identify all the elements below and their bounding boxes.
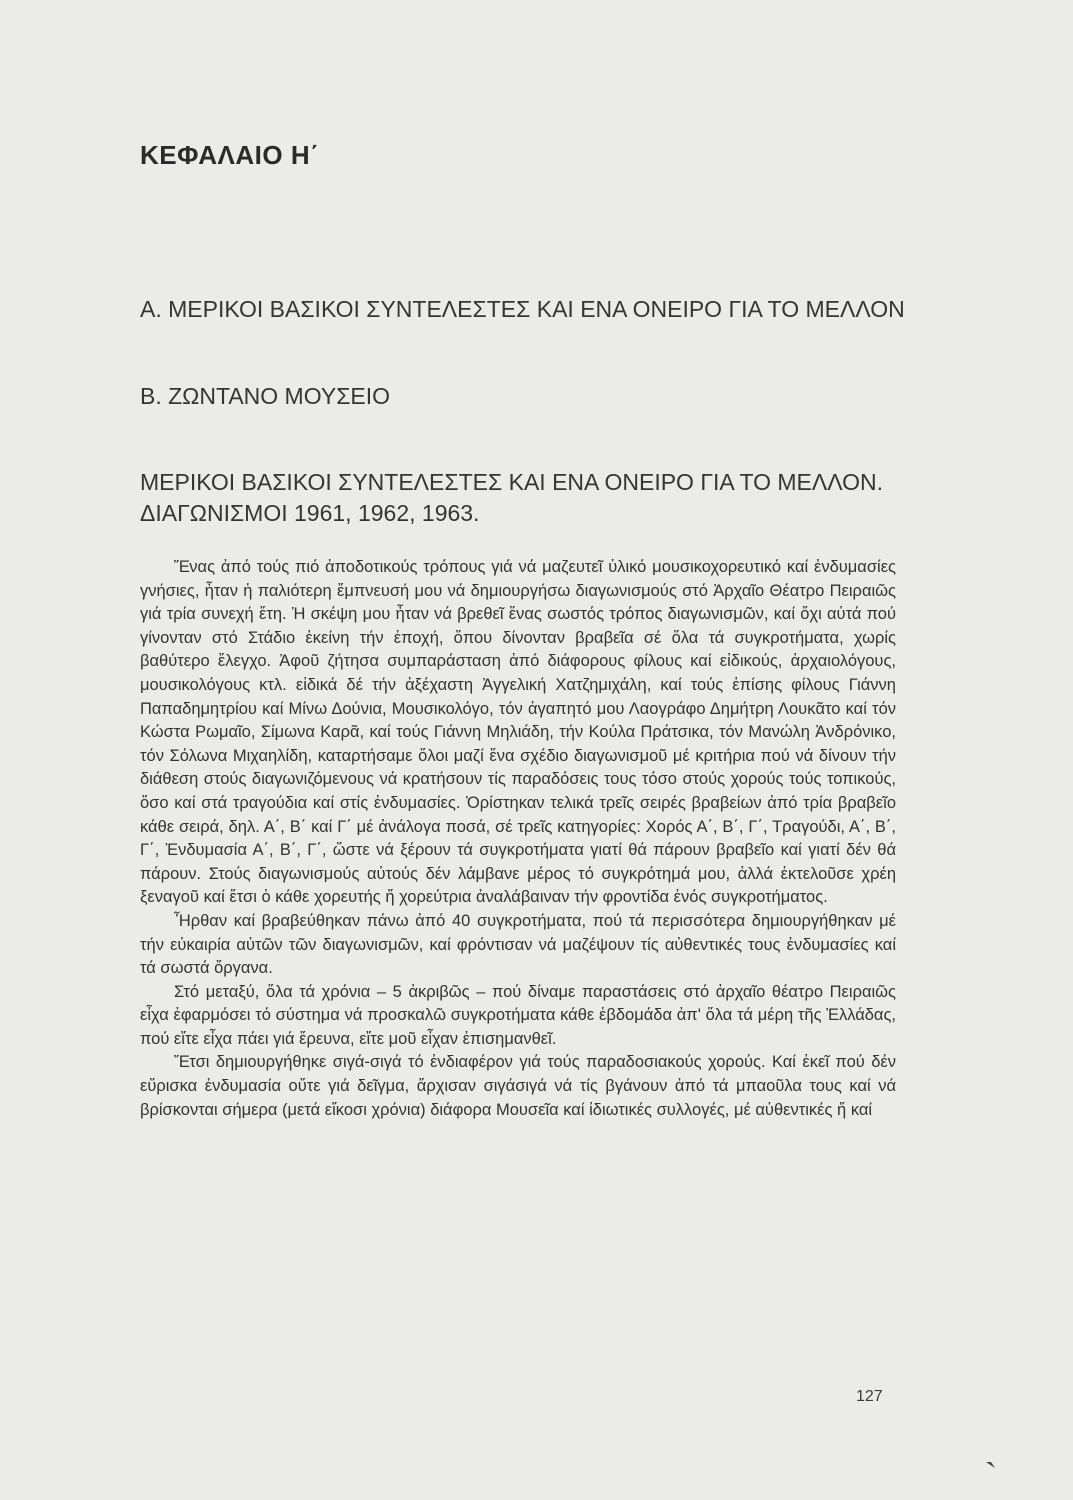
- body-text: [140, 556, 896, 1122]
- paragraph: Ἔτσι δημιουργήθηκε σιγά-σιγά τό ἐνδιαφέρον γιά τούς παραδοσιακούς χορούς. Καί ἐκεῖ πού δέν εὕρισκα ἐνδυμασία οὔτε γιά δεῖγμα, ἄρχισαν σιγάσιγά νά τίς βγάνουν ἀπό τά μπαοῦλα τους καί νά βρίσκονται σήμερα (μετά εἴκοσι χρόνια) διάφορα Μουσεῖα καί ἰδιωτικές συλλογές, μέ αὐθεντικές ἤ καί: [140, 1053, 896, 1119]
- section-title: ΜΕΡΙΚΟΙ ΒΑΣΙΚΟΙ ΣΥΝΤΕΛΕΣΤΕΣ ΚΑΙ ΕΝΑ ΟΝΕΙΡΟ ΓΙΑ ΤΟ ΜΕΛΛΟΝ. ΔΙΑΓΩΝΙΣΜΟΙ 1961, 1962, 1963.: [140, 469, 883, 526]
- page-number: 127: [856, 1388, 883, 1405]
- paragraph: Ἦρθαν καί βραβεύθηκαν πάνω ἀπό 40 συγκροτήματα, πού τά περισσότερα δημιουργήθηκαν μέ τήν εὐκαιρία αὐτῶν τῶν διαγωνισμῶν, καί φρόντισαν νά μαζέψουν τίς αὐθεντικές τους ἐνδυμασίες καί τά σωστά ὄργανα.: [140, 911, 896, 978]
- heading-b: Β. ΖΩΝΤΑΝΟ ΜΟΥΣΕΙΟ: [140, 383, 391, 409]
- chapter-title: ΚΕΦΑΛΑΙΟ Η΄: [140, 140, 320, 170]
- scan-mark-icon: [985, 1460, 997, 1470]
- heading-a: Α. ΜΕΡΙΚΟΙ ΒΑΣΙΚΟΙ ΣΥΝΤΕΛΕΣΤΕΣ ΚΑΙ ΕΝΑ ΟΝΕΙΡΟ ΓΙΑ ΤΟ ΜΕΛΛΟΝ: [140, 296, 905, 322]
- paragraph: Στό μεταξύ, ὅλα τά χρόνια – 5 ἀκριβῶς – πού δίναμε παραστάσεις στό ἀρχαῖο θέατρο Πειραιῶς εἶχα ἐφαρμόσει τό σύστημα νά προσκαλῶ συγκροτήματα κάθε ἑβδομάδα ἀπ' ὅλα τά μέρη τῆς Ἑλλάδας, πού εἴτε εἶχα πάει γιά ἔρευνα, εἴτε μοῦ εἶχαν ἐπισημανθεῖ.: [140, 982, 896, 1048]
- paragraph: Ἕνας ἀπό τούς πιό ἀποδοτικούς τρόπους γιά νά μαζευτεῖ ὑλικό μουσικοχορευτικό καί ἐνδυμασίες γνήσιες, ἦταν ἡ παλιότερη ἔμπνευσή μου νά δημιουργήσω διαγωνισμούς στό Ἀρχαῖο Θέατρο Πειραιῶς γιά τρία συνεχή ἔτη. Ἡ σκέψη μου ἦταν νά βρεθεῖ ἕνας σωστός τρόπος διαγωνισμῶν, καί ὄχι αὐτά πού γίνονταν στό Στάδιο ἐκείνη τήν ἐποχή, ὅπου δίνονταν βραβεῖα σέ ὅλα τά συγκροτήματα, χωρίς βαθύτερο ἔλεγχο. Ἀφοῦ ζήτησα συμπαράσταση ἀπό διάφορους φίλους καί εἰδικούς, ἀρχαιολόγους, μουσικολόγους κτλ. εἰδικά δέ τήν ἀξέχαστη Ἀγγελική Χατζημιχάλη, καί τούς ἐπίσης φίλους Γιάννη Παπαδημητρίου καί Μίνω Δούνια, Μουσικολόγο, τόν ἀγαπητό μου Λαογράφο Δημήτρη Λουκᾶτο καί τόν Κώστα Ρωμαῖο, Σίμωνα Καρᾶ, καί τούς Γιάννη Μηλιάδη, τήν Κούλα Πράτσικα, τόν Μανώλη Ἀνδρόνικο, τόν Σόλωνα Μιχαηλίδη, καταρτήσαμε ὅλοι μαζί ἕνα σχέδιο διαγωνισμοῦ μέ κριτήρια πού νά δίνουν τήν διάθεση στούς διαγωνιζόμενους νά κρατήσουν τίς παραδόσεις τους τόσο στούς χορούς τούς τοπικούς, ὅσο καί στά τραγούδια καί στίς ἐνδυμασίες. Ὁρίστηκαν τελικά τρεῖς σειρές βραβείων ἀπό τρία βραβεῖο κάθε σειρά, δηλ. Α΄, Β΄ καί Γ΄ μέ ἀνάλογα ποσά, σέ τρεῖς κατηγορίες: Χορός Α΄, Β΄, Γ΄, Τραγούδι, Α΄, Β΄, Γ΄, Ἐνδυμασία Α΄, Β΄, Γ΄, ὥστε νά ξέρουν τά συγκροτήματα γιατί θά πάρουν βραβεῖο καί γιατί δέν θά πάρουν. Στούς διαγωνισμούς αὐτούς δέν λάμβανε μέρος τό συγκρότημά μου, ἀλλά ἐκτελοῦσε χρέη ξεναγοῦ καί ἔτσι ὁ κάθε χορευτής ἤ χορεύτρια ἀναλάβαιναν τήν φροντίδα ἑνός συγκροτήματος.: [140, 558, 896, 907]
